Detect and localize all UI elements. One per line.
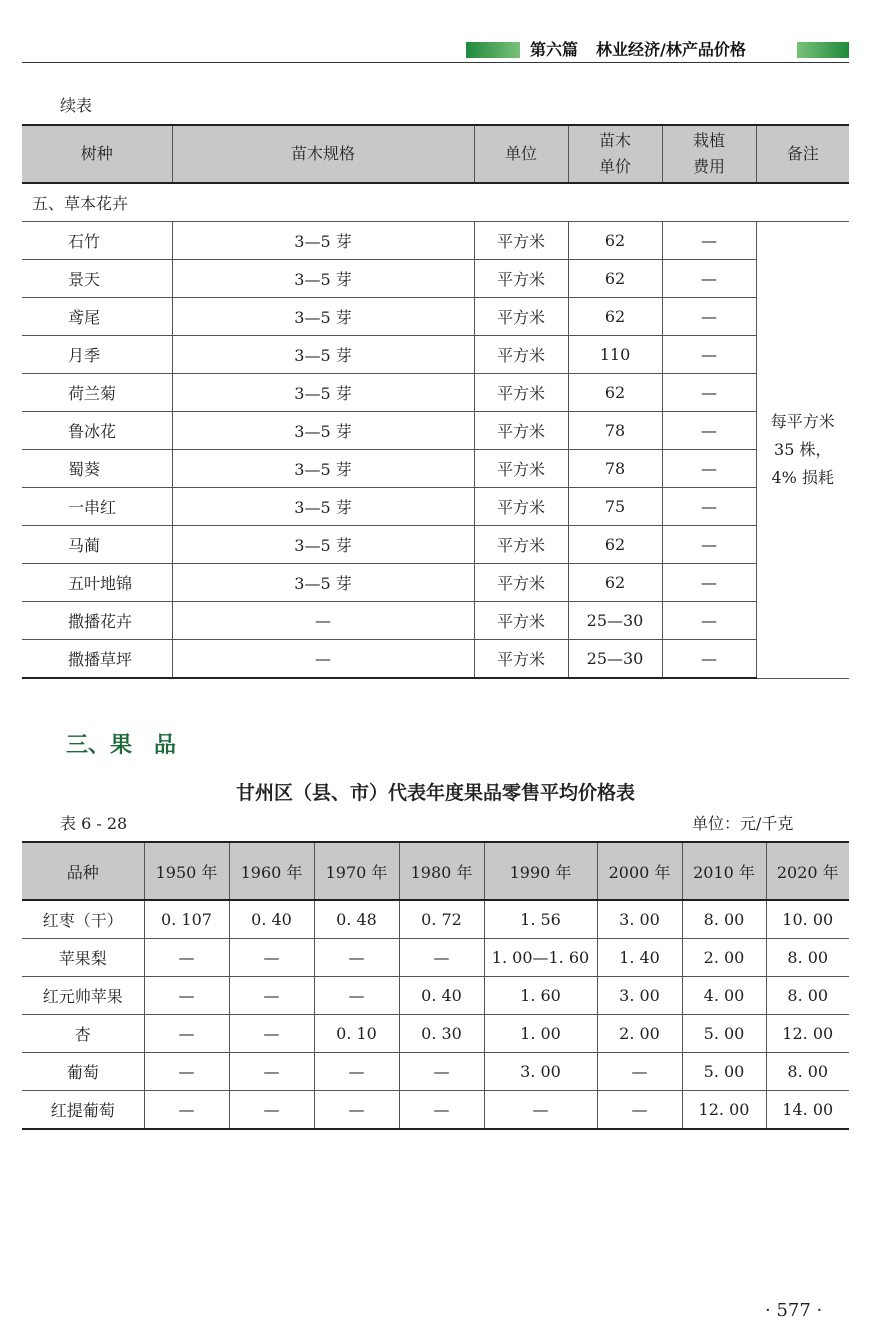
cell-planting-cost: —	[662, 298, 756, 336]
cell-price: 1. 00	[484, 1015, 597, 1053]
table-row	[22, 222, 849, 260]
cell-unit: 平方米	[474, 526, 568, 564]
cell-variety: 红枣（干）	[22, 900, 144, 939]
cell-unit-price: 78	[568, 450, 662, 488]
table-row	[22, 900, 849, 939]
cell-unit: 平方米	[474, 374, 568, 412]
cell-spec: 3—5 芽	[172, 374, 474, 412]
cell-price: 4. 00	[682, 977, 766, 1015]
table-row	[22, 640, 849, 679]
header-decor-bar-left	[466, 42, 520, 58]
cell-unit-price: 62	[568, 526, 662, 564]
cell-unit: 平方米	[474, 222, 568, 260]
header-part: 第六篇	[530, 40, 579, 59]
table-row	[22, 488, 849, 526]
cell-spec: 3—5 芽	[172, 450, 474, 488]
table-unit: 单位：元/千克	[692, 814, 794, 833]
cell-spec: 3—5 芽	[172, 564, 474, 602]
cell-spec: 3—5 芽	[172, 336, 474, 374]
cell-price: —	[314, 1053, 399, 1091]
page-number: · 577 ·	[765, 1300, 823, 1321]
table-row	[22, 526, 849, 564]
cell-spec: 3—5 芽	[172, 526, 474, 564]
cell-spec: 3—5 芽	[172, 260, 474, 298]
col-header-unit-price: 苗木 单价	[568, 125, 662, 183]
cell-price: 8. 00	[766, 977, 849, 1015]
cell-price: —	[144, 1053, 229, 1091]
cell-price: 2. 00	[597, 1015, 682, 1053]
cell-unit-price: 110	[568, 336, 662, 374]
table-row	[22, 602, 849, 640]
cell-unit-price: 62	[568, 260, 662, 298]
cell-unit-price: 25—30	[568, 640, 662, 679]
section-row-herbaceous: 五、草本花卉	[22, 183, 849, 222]
cell-spec: 3—5 芽	[172, 222, 474, 260]
col-header-year: 1990 年	[484, 842, 597, 900]
running-header	[530, 38, 746, 62]
cell-price: 8. 00	[682, 900, 766, 939]
cell-price: 8. 00	[766, 1053, 849, 1091]
col-header-planting-cost: 栽植 费用	[662, 125, 756, 183]
cell-planting-cost: —	[662, 602, 756, 640]
table-row	[22, 412, 849, 450]
col-header-year: 2020 年	[766, 842, 849, 900]
cell-price: 0. 40	[229, 900, 314, 939]
cell-variety: 杏	[22, 1015, 144, 1053]
cell-planting-cost: —	[662, 374, 756, 412]
cell-planting-cost: —	[662, 222, 756, 260]
cell-species: 撒播草坪	[22, 640, 172, 679]
col-header-year: 1970 年	[314, 842, 399, 900]
col-header-spec: 苗木规格	[172, 125, 474, 183]
cell-planting-cost: —	[662, 564, 756, 602]
cell-price: —	[229, 1015, 314, 1053]
cell-unit-price: 25—30	[568, 602, 662, 640]
cell-note: 每平方米 35 株， 4% 损耗	[756, 222, 849, 679]
cell-spec: 3—5 芽	[172, 488, 474, 526]
cell-unit-price: 62	[568, 374, 662, 412]
col-header-year: 2010 年	[682, 842, 766, 900]
cell-unit: 平方米	[474, 450, 568, 488]
cell-price: —	[484, 1091, 597, 1130]
cell-planting-cost: —	[662, 450, 756, 488]
cell-variety: 红元帅苹果	[22, 977, 144, 1015]
cell-variety: 葡萄	[22, 1053, 144, 1091]
cell-price: —	[144, 1015, 229, 1053]
cell-price: —	[144, 1091, 229, 1130]
cell-unit-price: 62	[568, 222, 662, 260]
cell-unit: 平方米	[474, 412, 568, 450]
cell-price: —	[229, 939, 314, 977]
cell-spec: —	[172, 640, 474, 679]
cell-price: 12. 00	[766, 1015, 849, 1053]
cell-price: 0. 30	[399, 1015, 484, 1053]
header-decor-bar-right	[797, 42, 849, 58]
cell-price: 0. 72	[399, 900, 484, 939]
cell-unit-price: 78	[568, 412, 662, 450]
cell-price: 3. 00	[597, 900, 682, 939]
cell-species: 蜀葵	[22, 450, 172, 488]
cell-variety: 红提葡萄	[22, 1091, 144, 1130]
col-header-year: 1950 年	[144, 842, 229, 900]
cell-species: 石竹	[22, 222, 172, 260]
col-header-year: 2000 年	[597, 842, 682, 900]
cell-species: 五叶地锦	[22, 564, 172, 602]
table-row	[22, 1015, 849, 1053]
cell-planting-cost: —	[662, 526, 756, 564]
cell-planting-cost: —	[662, 412, 756, 450]
table-row	[22, 298, 849, 336]
cell-unit: 平方米	[474, 602, 568, 640]
cell-price: —	[229, 1091, 314, 1130]
section-title-fruit: 三、果 品	[66, 733, 177, 758]
fruit-table-title: 甘州区（县、市）代表年度果品零售平均价格表	[235, 782, 635, 804]
cell-spec: 3—5 芽	[172, 412, 474, 450]
table-row	[22, 260, 849, 298]
cell-species: 景天	[22, 260, 172, 298]
table-row	[22, 939, 849, 977]
cell-unit: 平方米	[474, 260, 568, 298]
cell-species: 月季	[22, 336, 172, 374]
table-row	[22, 450, 849, 488]
cell-planting-cost: —	[662, 260, 756, 298]
table-row	[22, 336, 849, 374]
cell-unit: 平方米	[474, 298, 568, 336]
cell-price: —	[597, 1053, 682, 1091]
cell-price: —	[399, 1053, 484, 1091]
table-label: 表 6 - 28	[60, 814, 128, 833]
cell-price: 0. 40	[399, 977, 484, 1015]
cell-price: 0. 48	[314, 900, 399, 939]
col-header-species: 树种	[22, 125, 172, 183]
cell-species: 鲁冰花	[22, 412, 172, 450]
seedling-price-table	[22, 124, 849, 679]
cell-planting-cost: —	[662, 488, 756, 526]
cell-price: 12. 00	[682, 1091, 766, 1130]
cell-price: 2. 00	[682, 939, 766, 977]
cell-price: 1. 56	[484, 900, 597, 939]
table-row	[22, 564, 849, 602]
cell-price: —	[399, 939, 484, 977]
cell-price: 0. 10	[314, 1015, 399, 1053]
cell-unit: 平方米	[474, 564, 568, 602]
header-chapter: 林业经济/林产品价格	[596, 40, 746, 59]
table-row	[22, 1091, 849, 1130]
fruit-price-table	[22, 841, 849, 1130]
cell-price: —	[144, 939, 229, 977]
cell-planting-cost: —	[662, 640, 756, 679]
cell-spec: 3—5 芽	[172, 298, 474, 336]
cell-price: 14. 00	[766, 1091, 849, 1130]
table-row	[22, 1053, 849, 1091]
cell-price: 1. 00—1. 60	[484, 939, 597, 977]
cell-species: 一串红	[22, 488, 172, 526]
cell-variety: 苹果梨	[22, 939, 144, 977]
cell-species: 鸢尾	[22, 298, 172, 336]
cell-price: 5. 00	[682, 1015, 766, 1053]
cell-unit: 平方米	[474, 488, 568, 526]
col-header-variety: 品种	[22, 842, 144, 900]
col-header-note: 备注	[756, 125, 849, 183]
cell-price: 8. 00	[766, 939, 849, 977]
cell-species: 撒播花卉	[22, 602, 172, 640]
cell-price: 0. 107	[144, 900, 229, 939]
table-row	[22, 977, 849, 1015]
cell-unit: 平方米	[474, 336, 568, 374]
header-rule	[22, 62, 849, 63]
table-row	[22, 374, 849, 412]
cell-spec: —	[172, 602, 474, 640]
cell-price: —	[144, 977, 229, 1015]
cell-unit: 平方米	[474, 640, 568, 679]
col-header-year: 1960 年	[229, 842, 314, 900]
cell-unit-price: 62	[568, 564, 662, 602]
cell-price: 3. 00	[597, 977, 682, 1015]
cell-price: —	[229, 977, 314, 1015]
cell-price: —	[314, 1091, 399, 1130]
col-header-unit: 单位	[474, 125, 568, 183]
cell-price: 10. 00	[766, 900, 849, 939]
col-header-year: 1980 年	[399, 842, 484, 900]
cell-price: 1. 40	[597, 939, 682, 977]
continued-table-caption: 续表	[60, 96, 93, 115]
cell-price: —	[314, 977, 399, 1015]
cell-unit-price: 62	[568, 298, 662, 336]
cell-price: —	[314, 939, 399, 977]
cell-unit-price: 75	[568, 488, 662, 526]
cell-species: 马蔺	[22, 526, 172, 564]
cell-planting-cost: —	[662, 336, 756, 374]
cell-price: 3. 00	[484, 1053, 597, 1091]
cell-price: 1. 60	[484, 977, 597, 1015]
cell-price: —	[399, 1091, 484, 1130]
cell-price: —	[229, 1053, 314, 1091]
cell-price: —	[597, 1091, 682, 1130]
cell-price: 5. 00	[682, 1053, 766, 1091]
cell-species: 荷兰菊	[22, 374, 172, 412]
